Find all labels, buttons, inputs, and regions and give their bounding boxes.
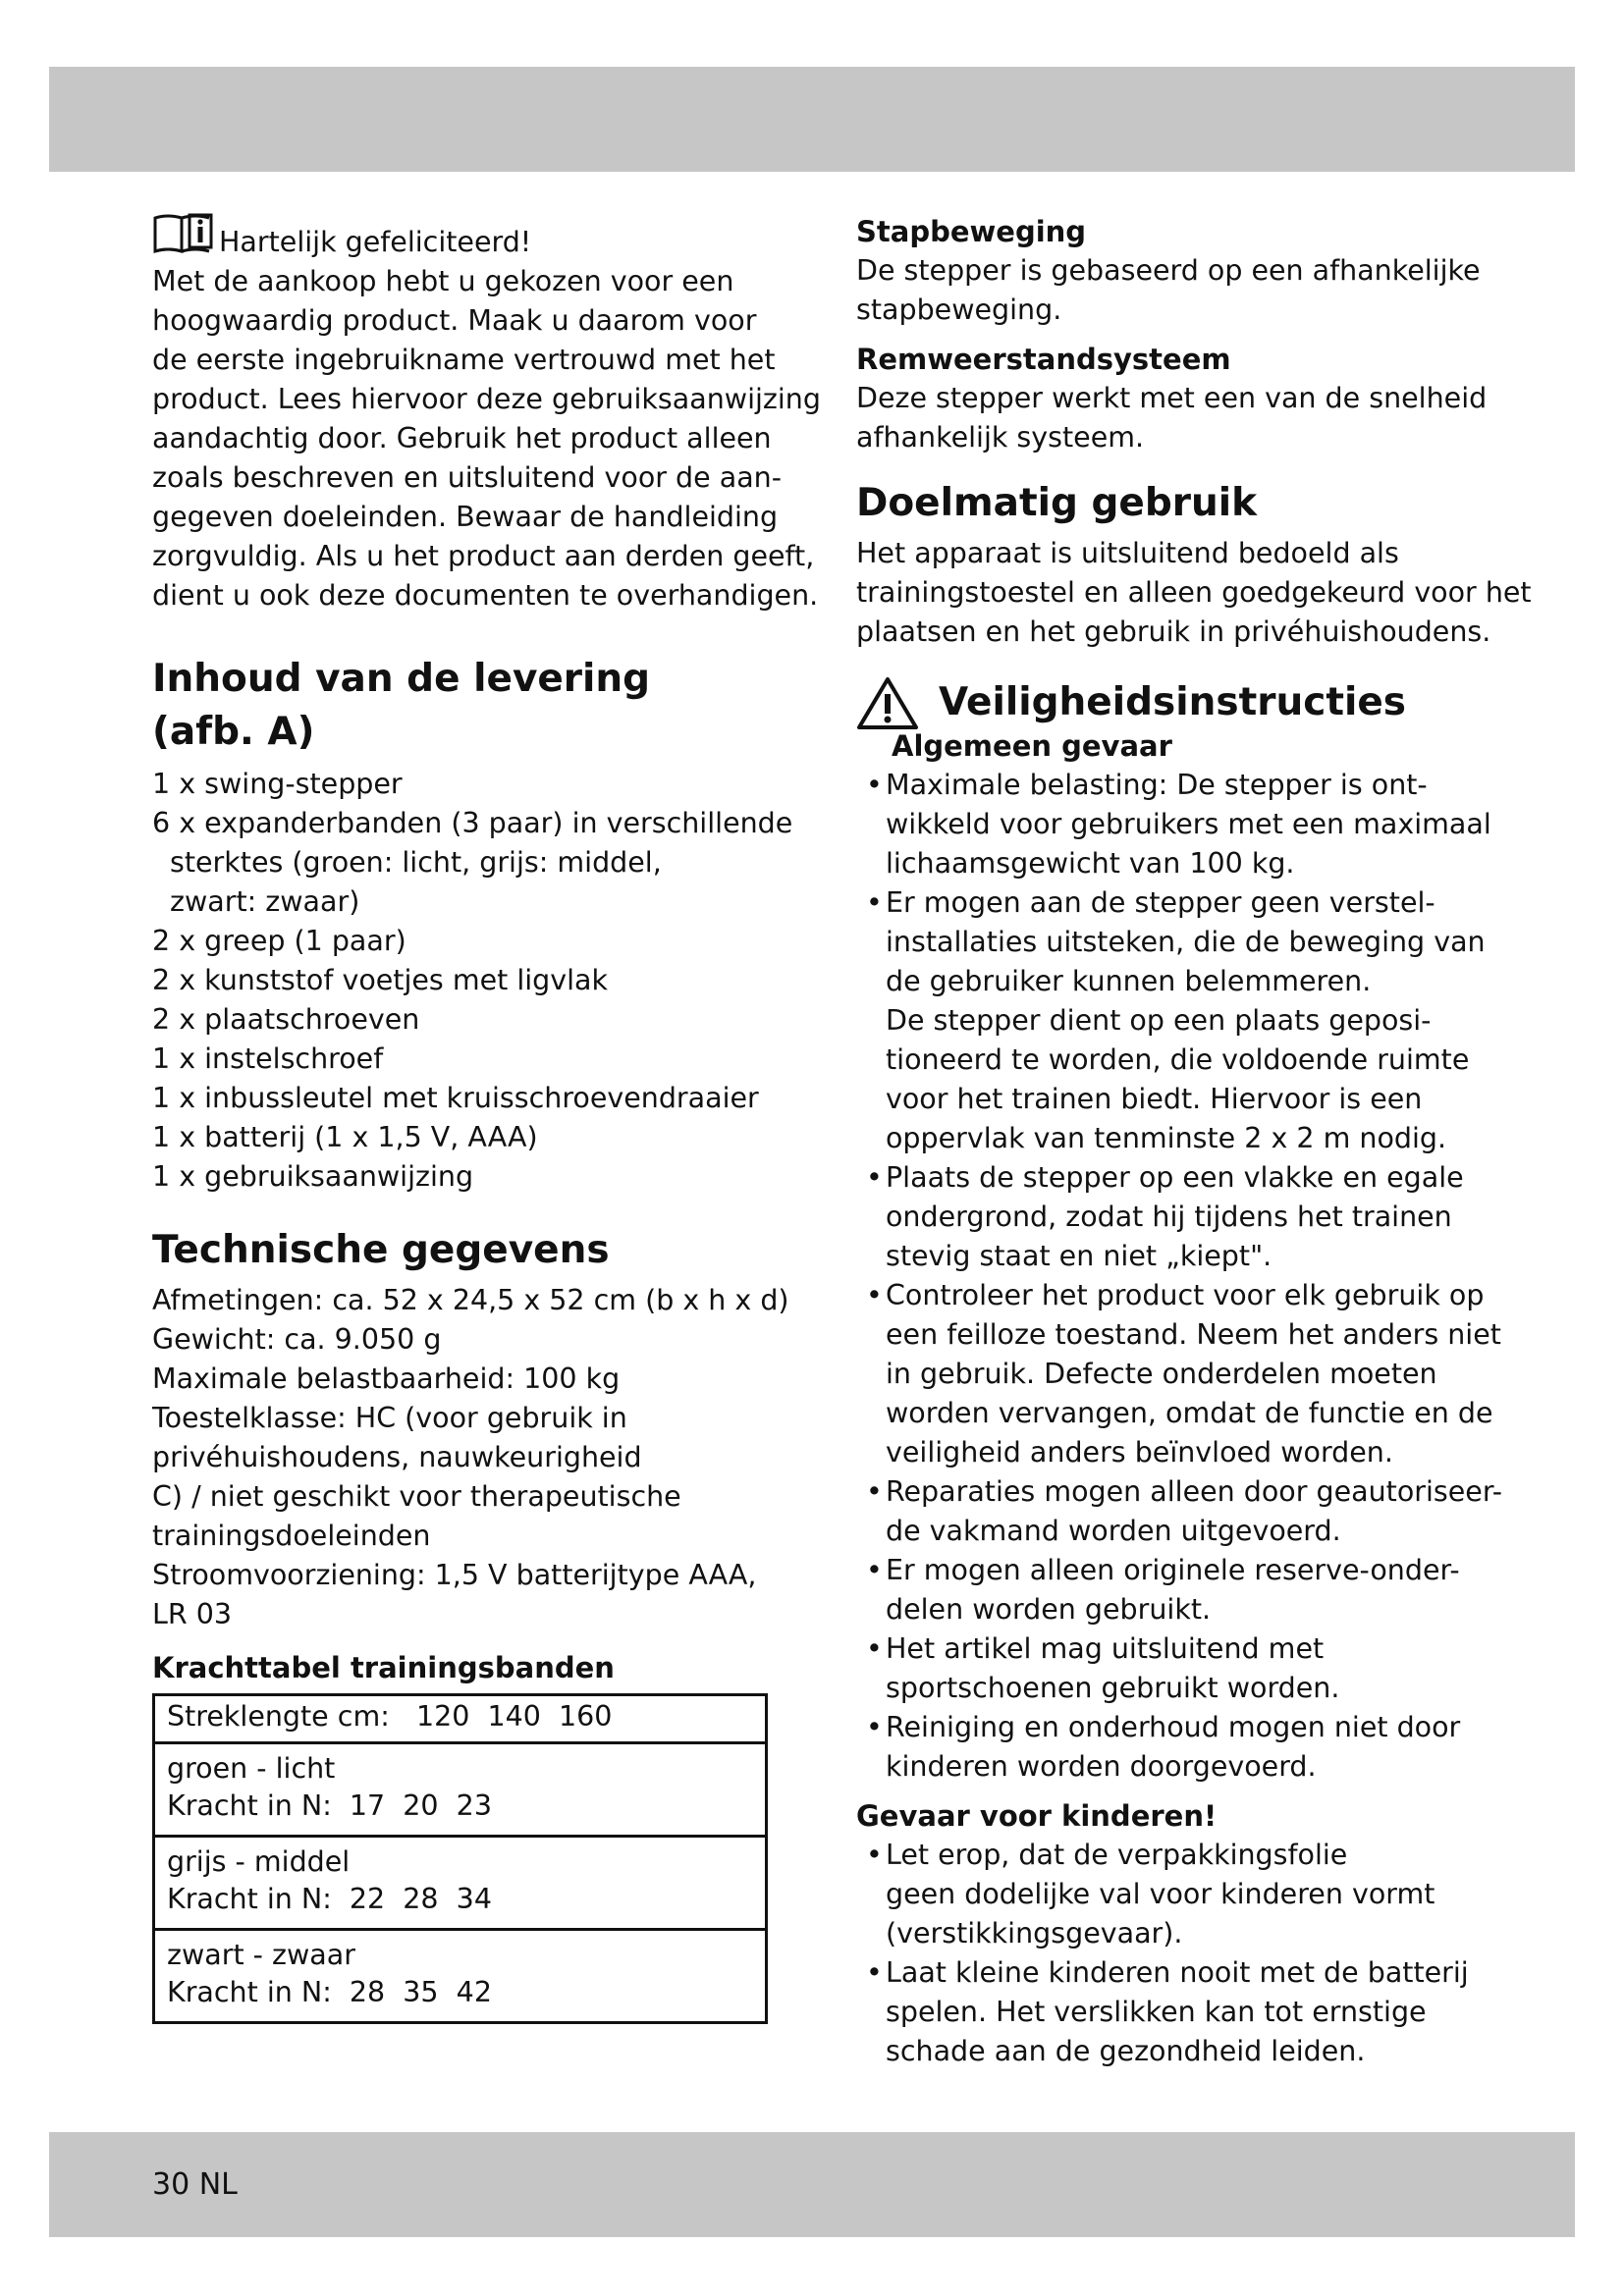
force-table xyxy=(152,1693,768,2024)
list-item xyxy=(866,883,1486,1158)
list-item xyxy=(866,1472,1503,1551)
intro-line: Met de aankoop hebt u gekozen voor een xyxy=(152,265,734,297)
children-heading: Gevaar voor kinderen! xyxy=(856,1799,1218,1833)
safety-line: installaties uitsteken, die de beweging van xyxy=(886,926,1486,958)
delivery-item: zwart: zwaar) xyxy=(170,885,360,918)
info-book-icon xyxy=(152,212,215,255)
brake-line: afhankelijk systeem. xyxy=(856,421,1145,454)
purpose-line: Het apparaat is uitsluitend bedoeld als xyxy=(856,537,1399,569)
intro-line: product. Lees hiervoor deze gebruiksaanwijzing xyxy=(152,383,821,415)
tech-line: trainingsdoeleinden xyxy=(152,1520,431,1552)
bullet: • xyxy=(866,1711,883,1743)
tech-line: Gewicht: ca. 9.050 g xyxy=(152,1323,442,1356)
safety-list xyxy=(856,766,1503,1787)
table-row xyxy=(154,1837,767,1930)
force-table-header-cell: Streklengte cm: 120 140 160 xyxy=(154,1695,767,1743)
intro-line: zorgvuldig. Als u het product aan derden geeft, xyxy=(152,540,815,572)
intro-line: dient u ook deze documenten te overhandigen. xyxy=(152,579,819,612)
list-item xyxy=(866,1836,1485,1953)
band-label: zwart - zwaar xyxy=(167,1939,355,1971)
delivery-item: 1 x inbussleutel met kruisschroevendraaier xyxy=(152,1082,759,1114)
safety-line: sportschoenen gebruikt worden. xyxy=(886,1672,1340,1704)
intro-greeting: Hartelijk gefeliciteerd! xyxy=(219,226,532,258)
children-line: spelen. Het verslikken kan tot ernstige xyxy=(886,1996,1427,2028)
delivery-heading xyxy=(152,653,781,759)
safety-line: een feilloze toestand. Neem het anders niet xyxy=(886,1318,1501,1351)
force-table-cell xyxy=(154,1743,767,1837)
safety-line: Maximale belasting: De stepper is ont- xyxy=(886,769,1428,801)
bullet: • xyxy=(866,886,883,919)
safety-line: delen worden gebruikt. xyxy=(886,1593,1212,1626)
safety-line: stevig staat en niet „kiept". xyxy=(886,1240,1272,1272)
table-row xyxy=(154,1743,767,1837)
safety-line: Controleer het product voor elk gebruik op xyxy=(886,1279,1485,1311)
bullet: • xyxy=(866,1632,883,1665)
brake-text xyxy=(856,379,1488,457)
list-item xyxy=(866,766,1491,883)
step-line: stapbeweging. xyxy=(856,294,1062,326)
bullet: • xyxy=(866,1839,883,1871)
tech-heading: Technische gegevens xyxy=(152,1228,610,1272)
intro-section xyxy=(152,212,821,615)
force-table-cell xyxy=(154,1930,767,2023)
safety-line: worden vervangen, omdat de functie en de xyxy=(886,1397,1493,1429)
purpose-heading: Doelmatig gebruik xyxy=(856,481,1258,525)
safety-heading-row xyxy=(856,675,1485,730)
warning-triangle-icon xyxy=(856,675,919,730)
safety-line: Er mogen aan de stepper geen verstel- xyxy=(886,886,1435,919)
safety-line: Reiniging en onderhoud mogen niet door xyxy=(886,1711,1461,1743)
safety-line: in gebruik. Defecte onderdelen moeten xyxy=(886,1358,1437,1390)
tech-line: privéhuishoudens, nauwkeurigheid xyxy=(152,1441,642,1473)
delivery-heading-line: (afb. A) xyxy=(152,710,315,754)
list-item xyxy=(866,1708,1485,1787)
bullet: • xyxy=(866,1279,883,1311)
step-heading: Stapbeweging xyxy=(856,215,1087,248)
list-item xyxy=(866,1953,1485,2071)
bullet: • xyxy=(866,1475,883,1508)
tech-line: Toestelklasse: HC (voor gebruik in xyxy=(152,1402,627,1434)
purpose-text xyxy=(856,534,1532,652)
left-column xyxy=(152,212,821,2024)
band-force-values: Kracht in N: 17 20 23 xyxy=(167,1789,492,1822)
bullet: • xyxy=(866,1554,883,1586)
delivery-item: 2 x kunststof voetjes met ligvlak xyxy=(152,964,609,996)
footer-band xyxy=(49,2132,1575,2237)
children-line: Laat kleine kinderen nooit met de batterij xyxy=(886,1956,1469,1989)
children-line: Let erop, dat de verpakkingsfolie xyxy=(886,1839,1348,1871)
list-item xyxy=(866,1629,1485,1708)
step-text xyxy=(856,251,1485,330)
safety-line: Er mogen alleen originele reserve-onder- xyxy=(886,1554,1460,1586)
general-danger-heading: Algemeen gevaar xyxy=(892,729,1172,763)
safety-line: de gebruiker kunnen belemmeren. xyxy=(886,965,1372,997)
purpose-line: trainingstoestel en alleen goedgekeurd voor het xyxy=(856,576,1532,609)
safety-line: oppervlak van tenminste 2 x 2 m nodig. xyxy=(886,1122,1447,1154)
safety-heading: Veiligheidsinstructies xyxy=(939,680,1407,724)
tech-line: LR 03 xyxy=(152,1598,233,1630)
page-number: 30 NL xyxy=(152,2167,238,2202)
safety-line: Plaats de stepper op een vlakke en egale xyxy=(886,1161,1464,1194)
safety-line: lichaamsgewicht van 100 kg. xyxy=(886,847,1295,880)
brake-line: Deze stepper werkt met een van de snelheid xyxy=(856,382,1488,414)
intro-greeting-line xyxy=(152,212,781,262)
safety-line: Reparaties mogen alleen door geautoriseer- xyxy=(886,1475,1503,1508)
delivery-item: 6 x expanderbanden (3 paar) in verschillende xyxy=(152,807,793,839)
intro-line: de eerste ingebruikname vertrouwd met het xyxy=(152,344,776,376)
children-line: geen dodelijke val voor kinderen vormt xyxy=(886,1878,1435,1910)
tech-specs xyxy=(152,1281,789,1634)
safety-line: voor het trainen biedt. Hiervoor is een xyxy=(886,1083,1423,1115)
force-table-heading: Krachttabel trainingsbanden xyxy=(152,1651,615,1684)
children-list xyxy=(856,1836,1485,2071)
band-force-values: Kracht in N: 22 28 34 xyxy=(167,1883,492,1915)
list-item xyxy=(866,1158,1485,1276)
list-item xyxy=(866,1276,1501,1472)
tech-line: C) / niet geschikt voor therapeutische xyxy=(152,1480,681,1513)
delivery-item: 2 x greep (1 paar) xyxy=(152,925,406,957)
delivery-item: 1 x batterij (1 x 1,5 V, AAA) xyxy=(152,1121,538,1153)
table-row xyxy=(154,1695,767,1743)
intro-line: hoogwaardig product. Maak u daarom voor xyxy=(152,304,757,337)
delivery-item: 1 x gebruiksaanwijzing xyxy=(152,1160,474,1193)
header-band xyxy=(49,67,1575,172)
delivery-item: 1 x instelschroef xyxy=(152,1042,384,1075)
children-line: (verstikkingsgevaar). xyxy=(886,1917,1183,1949)
intro-line: zoals beschreven en uitsluitend voor de aan- xyxy=(152,461,782,494)
safety-line: wikkeld voor gebruikers met een maximaal xyxy=(886,808,1491,840)
safety-line: veiligheid anders beïnvloed worden. xyxy=(886,1436,1393,1468)
force-table-cell xyxy=(154,1837,767,1930)
purpose-line: plaatsen en het gebruik in privéhuishoudens. xyxy=(856,615,1491,648)
list-item xyxy=(866,1551,1485,1629)
safety-line: Het artikel mag uitsluitend met xyxy=(886,1632,1325,1665)
safety-line: tioneerd te worden, die voldoende ruimte xyxy=(886,1043,1470,1076)
right-column xyxy=(856,212,1532,2071)
step-line: De stepper is gebaseerd op een afhankelijke xyxy=(856,254,1481,287)
intro-line: gegeven doeleinden. Bewaar de handleiding xyxy=(152,501,779,533)
delivery-list xyxy=(152,765,793,1197)
tech-line: Maximale belastbaarheid: 100 kg xyxy=(152,1362,621,1395)
band-label: groen - licht xyxy=(167,1752,336,1785)
safety-line: de vakmand worden uitgevoerd. xyxy=(886,1515,1341,1547)
safety-line: kinderen worden doorgevoerd. xyxy=(886,1750,1317,1783)
bullet: • xyxy=(866,1161,883,1194)
safety-line: ondergrond, zodat hij tijdens het trainen xyxy=(886,1201,1452,1233)
bullet: • xyxy=(866,769,883,801)
safety-line: De stepper dient op een plaats geposi- xyxy=(886,1004,1432,1037)
brake-heading: Remweerstandsysteem xyxy=(856,343,1231,376)
table-row xyxy=(154,1930,767,2023)
delivery-item: 1 x swing-stepper xyxy=(152,768,403,800)
delivery-heading-line: Inhoud van de levering xyxy=(152,657,651,701)
band-force-values: Kracht in N: 28 35 42 xyxy=(167,1976,492,2008)
intro-line: aandachtig door. Gebruik het product alleen xyxy=(152,422,772,454)
tech-line: Afmetingen: ca. 52 x 24,5 x 52 cm (b x h x d) xyxy=(152,1284,789,1316)
band-label: grijs - middel xyxy=(167,1845,351,1878)
delivery-item: 2 x plaatschroeven xyxy=(152,1003,420,1036)
children-line: schade aan de gezondheid leiden. xyxy=(886,2035,1366,2067)
tech-line: Stroomvoorziening: 1,5 V batterijtype AAA, xyxy=(152,1559,757,1591)
delivery-item: sterktes (groen: licht, grijs: middel, xyxy=(170,846,662,879)
bullet: • xyxy=(866,1956,883,1989)
